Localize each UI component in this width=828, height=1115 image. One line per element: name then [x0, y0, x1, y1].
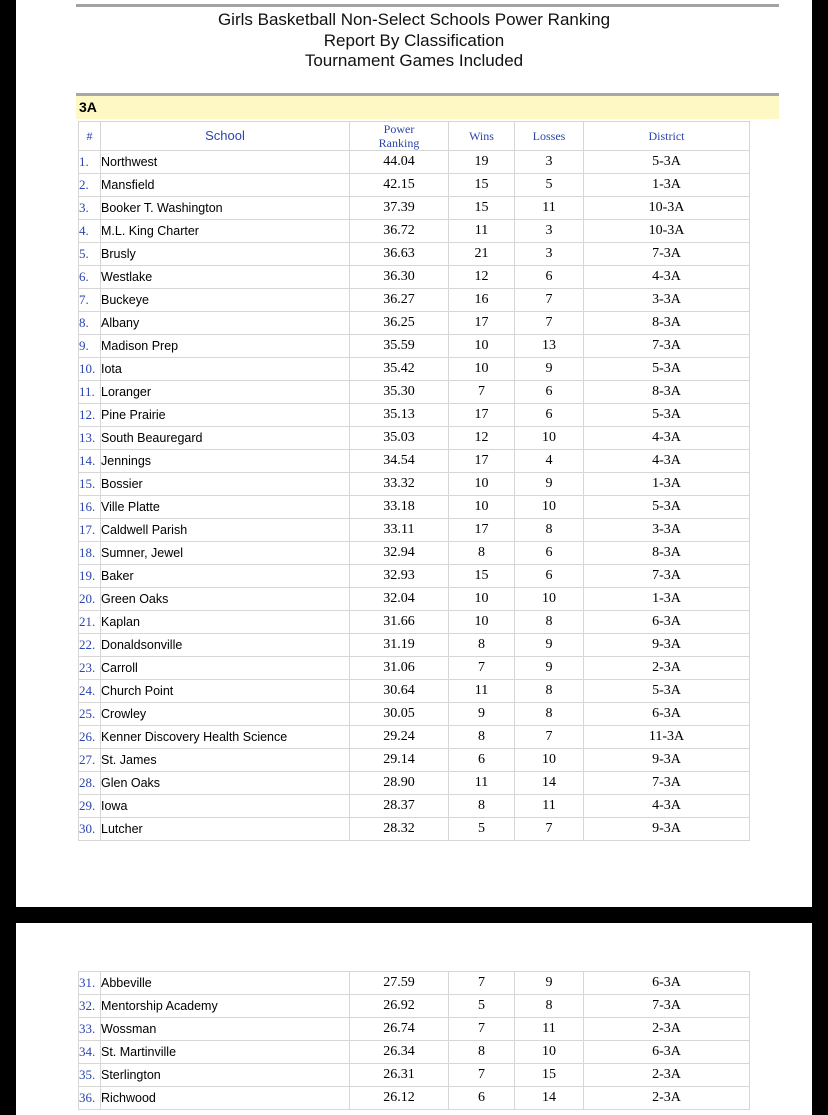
losses-cell: 7: [515, 818, 584, 841]
school-name-cell: Northwest: [101, 151, 350, 174]
table-row: [79, 818, 750, 841]
district-cell: 6-3A: [584, 703, 750, 726]
district-cell: 4-3A: [584, 450, 750, 473]
district-cell: 6-3A: [584, 1041, 750, 1064]
district-cell: 1-3A: [584, 473, 750, 496]
wins-cell: 9: [449, 703, 515, 726]
school-name-cell: M.L. King Charter: [101, 220, 350, 243]
report-title: Girls Basketball Non-Select Schools Power Ranking: [217, 10, 611, 29]
wins-cell: 7: [449, 1064, 515, 1087]
table-row: [79, 335, 750, 358]
table-row: [79, 381, 750, 404]
rank-cell: 18.: [79, 542, 101, 565]
power-ranking-cell: 31.19: [350, 634, 449, 657]
table-row: [79, 772, 750, 795]
losses-cell: 10: [515, 496, 584, 519]
power-ranking-cell: 29.24: [350, 726, 449, 749]
losses-cell: 7: [515, 726, 584, 749]
school-name-cell: Bossier: [101, 473, 350, 496]
power-ranking-cell: 28.37: [350, 795, 449, 818]
wins-cell: 10: [449, 496, 515, 519]
power-ranking-cell: 33.18: [350, 496, 449, 519]
rank-cell: 21.: [79, 611, 101, 634]
rank-cell: 6.: [79, 266, 101, 289]
losses-cell: 9: [515, 473, 584, 496]
losses-cell: 8: [515, 995, 584, 1018]
losses-cell: 6: [515, 542, 584, 565]
school-name-cell: Donaldsonville: [101, 634, 350, 657]
table-row: [79, 496, 750, 519]
rank-cell: 31.: [79, 972, 101, 995]
report-subtitle: Report By Classification: [323, 31, 505, 50]
ranking-table-continued: [78, 971, 750, 1110]
rank-cell: 33.: [79, 1018, 101, 1041]
district-cell: 5-3A: [584, 404, 750, 427]
wins-cell: 11: [449, 772, 515, 795]
rank-cell: 12.: [79, 404, 101, 427]
power-ranking-cell: 30.05: [350, 703, 449, 726]
school-name-cell: Kenner Discovery Health Science: [101, 726, 350, 749]
rank-cell: 27.: [79, 749, 101, 772]
losses-cell: 6: [515, 565, 584, 588]
losses-cell: 10: [515, 427, 584, 450]
table-row: [79, 519, 750, 542]
losses-cell: 10: [515, 749, 584, 772]
school-name-cell: Mansfield: [101, 174, 350, 197]
rank-cell: 29.: [79, 795, 101, 818]
wins-cell: 10: [449, 358, 515, 381]
power-ranking-cell: 31.66: [350, 611, 449, 634]
school-name-cell: South Beauregard: [101, 427, 350, 450]
wins-cell: 10: [449, 588, 515, 611]
school-name-cell: Iota: [101, 358, 350, 381]
rank-cell: 1.: [79, 151, 101, 174]
power-ranking-column-header: Power Ranking: [350, 122, 449, 151]
losses-cell: 3: [515, 151, 584, 174]
rank-cell: 32.: [79, 995, 101, 1018]
table-row: [79, 1018, 750, 1041]
table-row: [79, 749, 750, 772]
wins-cell: 15: [449, 197, 515, 220]
district-cell: 5-3A: [584, 358, 750, 381]
table-row: [79, 703, 750, 726]
power-ranking-cell: 28.32: [350, 818, 449, 841]
losses-cell: 9: [515, 634, 584, 657]
power-ranking-cell: 36.30: [350, 266, 449, 289]
wins-cell: 6: [449, 749, 515, 772]
district-cell: 2-3A: [584, 1087, 750, 1110]
rank-cell: 20.: [79, 588, 101, 611]
rank-cell: 34.: [79, 1041, 101, 1064]
district-cell: 2-3A: [584, 1018, 750, 1041]
rank-cell: 13.: [79, 427, 101, 450]
table-header-row: [79, 122, 750, 151]
rank-cell: 23.: [79, 657, 101, 680]
district-cell: 7-3A: [584, 243, 750, 266]
wins-cell: 5: [449, 995, 515, 1018]
district-cell: 7-3A: [584, 995, 750, 1018]
power-ranking-cell: 35.59: [350, 335, 449, 358]
table-row: [79, 266, 750, 289]
wins-cell: 7: [449, 657, 515, 680]
table-row: [79, 588, 750, 611]
power-ranking-cell: 28.90: [350, 772, 449, 795]
district-cell: 9-3A: [584, 749, 750, 772]
rank-cell: 26.: [79, 726, 101, 749]
power-ranking-cell: 26.31: [350, 1064, 449, 1087]
school-name-cell: Caldwell Parish: [101, 519, 350, 542]
district-cell: 1-3A: [584, 588, 750, 611]
district-cell: 7-3A: [584, 335, 750, 358]
school-name-cell: Green Oaks: [101, 588, 350, 611]
rank-cell: 4.: [79, 220, 101, 243]
wins-cell: 5: [449, 818, 515, 841]
losses-cell: 11: [515, 1018, 584, 1041]
report-page-1: [16, 0, 812, 907]
table-row: [79, 611, 750, 634]
power-ranking-cell: 30.64: [350, 680, 449, 703]
school-name-cell: Ville Platte: [101, 496, 350, 519]
rank-cell: 7.: [79, 289, 101, 312]
losses-cell: 14: [515, 1087, 584, 1110]
table-row: [79, 197, 750, 220]
losses-column-header: Losses: [515, 122, 584, 151]
school-name-cell: Sumner, Jewel: [101, 542, 350, 565]
ranking-table: [78, 121, 750, 841]
wins-cell: 7: [449, 972, 515, 995]
wins-cell: 16: [449, 289, 515, 312]
wins-cell: 17: [449, 450, 515, 473]
losses-cell: 8: [515, 680, 584, 703]
table-row: [79, 726, 750, 749]
rank-column-header: #: [79, 122, 101, 151]
rank-cell: 14.: [79, 450, 101, 473]
wins-cell: 15: [449, 565, 515, 588]
school-name-cell: Mentorship Academy: [101, 995, 350, 1018]
table-row: [79, 1087, 750, 1110]
losses-cell: 6: [515, 404, 584, 427]
table-row: [79, 542, 750, 565]
district-cell: 5-3A: [584, 151, 750, 174]
table-row: [79, 995, 750, 1018]
table-row: [79, 358, 750, 381]
classification-header: 3A: [76, 93, 779, 119]
wins-cell: 6: [449, 1087, 515, 1110]
wins-cell: 8: [449, 1041, 515, 1064]
school-name-cell: Sterlington: [101, 1064, 350, 1087]
rank-cell: 3.: [79, 197, 101, 220]
power-ranking-cell: 27.59: [350, 972, 449, 995]
losses-cell: 6: [515, 381, 584, 404]
wins-cell: 21: [449, 243, 515, 266]
district-cell: 6-3A: [584, 972, 750, 995]
power-ranking-cell: 35.03: [350, 427, 449, 450]
district-cell: 9-3A: [584, 634, 750, 657]
wins-cell: 8: [449, 795, 515, 818]
school-name-cell: Abbeville: [101, 972, 350, 995]
wins-cell: 12: [449, 427, 515, 450]
wins-cell: 10: [449, 473, 515, 496]
rank-cell: 15.: [79, 473, 101, 496]
district-cell: 5-3A: [584, 680, 750, 703]
school-name-cell: Westlake: [101, 266, 350, 289]
losses-cell: 5: [515, 174, 584, 197]
losses-cell: 8: [515, 703, 584, 726]
losses-cell: 9: [515, 657, 584, 680]
losses-cell: 13: [515, 335, 584, 358]
rank-cell: 25.: [79, 703, 101, 726]
losses-cell: 10: [515, 1041, 584, 1064]
school-name-cell: Kaplan: [101, 611, 350, 634]
school-name-cell: Pine Prairie: [101, 404, 350, 427]
losses-cell: 9: [515, 358, 584, 381]
school-name-cell: Loranger: [101, 381, 350, 404]
school-column-header: School: [101, 122, 350, 151]
rank-cell: 24.: [79, 680, 101, 703]
rank-cell: 8.: [79, 312, 101, 335]
table-row: [79, 972, 750, 995]
rank-cell: 28.: [79, 772, 101, 795]
school-name-cell: Carroll: [101, 657, 350, 680]
wins-cell: 11: [449, 220, 515, 243]
losses-cell: 10: [515, 588, 584, 611]
wins-cell: 17: [449, 312, 515, 335]
district-cell: 8-3A: [584, 542, 750, 565]
power-ranking-cell: 44.04: [350, 151, 449, 174]
district-cell: 11-3A: [584, 726, 750, 749]
losses-cell: 6: [515, 266, 584, 289]
table-row: [79, 680, 750, 703]
losses-cell: 8: [515, 611, 584, 634]
district-cell: 3-3A: [584, 289, 750, 312]
district-cell: 8-3A: [584, 312, 750, 335]
table-row: [79, 795, 750, 818]
power-ranking-cell: 34.54: [350, 450, 449, 473]
losses-cell: 3: [515, 220, 584, 243]
power-ranking-cell: 26.92: [350, 995, 449, 1018]
power-ranking-cell: 29.14: [350, 749, 449, 772]
table-row: [79, 1064, 750, 1087]
school-name-cell: Wossman: [101, 1018, 350, 1041]
school-name-cell: Glen Oaks: [101, 772, 350, 795]
wins-column-header: Wins: [449, 122, 515, 151]
rank-cell: 10.: [79, 358, 101, 381]
district-cell: 9-3A: [584, 818, 750, 841]
table-row: [79, 243, 750, 266]
wins-cell: 17: [449, 404, 515, 427]
table-row: [79, 151, 750, 174]
rank-cell: 11.: [79, 381, 101, 404]
losses-cell: 9: [515, 972, 584, 995]
district-cell: 2-3A: [584, 1064, 750, 1087]
rank-cell: 19.: [79, 565, 101, 588]
school-name-cell: Booker T. Washington: [101, 197, 350, 220]
district-cell: 4-3A: [584, 795, 750, 818]
district-cell: 4-3A: [584, 427, 750, 450]
table-row: [79, 1041, 750, 1064]
losses-cell: 8: [515, 519, 584, 542]
school-name-cell: Brusly: [101, 243, 350, 266]
wins-cell: 10: [449, 335, 515, 358]
losses-cell: 4: [515, 450, 584, 473]
table-row: [79, 289, 750, 312]
power-ranking-cell: 36.25: [350, 312, 449, 335]
school-name-cell: Church Point: [101, 680, 350, 703]
school-name-cell: St. James: [101, 749, 350, 772]
table-row: [79, 174, 750, 197]
power-ranking-cell: 35.30: [350, 381, 449, 404]
wins-cell: 11: [449, 680, 515, 703]
rank-cell: 36.: [79, 1087, 101, 1110]
district-cell: 3-3A: [584, 519, 750, 542]
wins-cell: 7: [449, 381, 515, 404]
district-cell: 8-3A: [584, 381, 750, 404]
district-cell: 4-3A: [584, 266, 750, 289]
table-row: [79, 312, 750, 335]
rank-cell: 5.: [79, 243, 101, 266]
report-page-2: [16, 923, 812, 1115]
power-ranking-cell: 37.39: [350, 197, 449, 220]
school-name-cell: Albany: [101, 312, 350, 335]
district-cell: 6-3A: [584, 611, 750, 634]
power-ranking-cell: 33.32: [350, 473, 449, 496]
losses-cell: 11: [515, 197, 584, 220]
school-name-cell: St. Martinville: [101, 1041, 350, 1064]
rank-cell: 9.: [79, 335, 101, 358]
table-row: [79, 404, 750, 427]
table-row: [79, 565, 750, 588]
school-name-cell: Crowley: [101, 703, 350, 726]
power-ranking-cell: 36.72: [350, 220, 449, 243]
power-ranking-cell: 26.34: [350, 1041, 449, 1064]
district-cell: 5-3A: [584, 496, 750, 519]
table-row: [79, 427, 750, 450]
district-column-header: District: [584, 122, 750, 151]
power-ranking-cell: 26.12: [350, 1087, 449, 1110]
wins-cell: 8: [449, 542, 515, 565]
district-cell: 1-3A: [584, 174, 750, 197]
school-name-cell: Buckeye: [101, 289, 350, 312]
losses-cell: 7: [515, 312, 584, 335]
power-ranking-cell: 31.06: [350, 657, 449, 680]
school-name-cell: Richwood: [101, 1087, 350, 1110]
losses-cell: 14: [515, 772, 584, 795]
wins-cell: 7: [449, 1018, 515, 1041]
power-ranking-cell: 33.11: [350, 519, 449, 542]
power-ranking-cell: 32.94: [350, 542, 449, 565]
wins-cell: 12: [449, 266, 515, 289]
school-name-cell: Jennings: [101, 450, 350, 473]
rank-cell: 17.: [79, 519, 101, 542]
rank-cell: 16.: [79, 496, 101, 519]
rank-cell: 30.: [79, 818, 101, 841]
district-cell: 7-3A: [584, 772, 750, 795]
rank-cell: 35.: [79, 1064, 101, 1087]
table-row: [79, 657, 750, 680]
power-ranking-cell: 35.42: [350, 358, 449, 381]
wins-cell: 17: [449, 519, 515, 542]
school-name-cell: Baker: [101, 565, 350, 588]
table-row: [79, 450, 750, 473]
losses-cell: 11: [515, 795, 584, 818]
table-row: [79, 220, 750, 243]
top-rule: [76, 4, 779, 7]
power-ranking-cell: 36.63: [350, 243, 449, 266]
wins-cell: 15: [449, 174, 515, 197]
power-ranking-cell: 32.04: [350, 588, 449, 611]
losses-cell: 15: [515, 1064, 584, 1087]
wins-cell: 8: [449, 634, 515, 657]
power-ranking-cell: 26.74: [350, 1018, 449, 1041]
district-cell: 7-3A: [584, 565, 750, 588]
power-ranking-cell: 35.13: [350, 404, 449, 427]
losses-cell: 3: [515, 243, 584, 266]
school-name-cell: Iowa: [101, 795, 350, 818]
school-name-cell: Madison Prep: [101, 335, 350, 358]
table-row: [79, 634, 750, 657]
school-name-cell: Lutcher: [101, 818, 350, 841]
report-note: Tournament Games Included: [304, 51, 524, 70]
power-ranking-cell: 42.15: [350, 174, 449, 197]
rank-cell: 22.: [79, 634, 101, 657]
district-cell: 2-3A: [584, 657, 750, 680]
wins-cell: 10: [449, 611, 515, 634]
power-ranking-cell: 36.27: [350, 289, 449, 312]
losses-cell: 7: [515, 289, 584, 312]
power-ranking-cell: 32.93: [350, 565, 449, 588]
table-row: [79, 473, 750, 496]
wins-cell: 19: [449, 151, 515, 174]
rank-cell: 2.: [79, 174, 101, 197]
wins-cell: 8: [449, 726, 515, 749]
district-cell: 10-3A: [584, 197, 750, 220]
district-cell: 10-3A: [584, 220, 750, 243]
